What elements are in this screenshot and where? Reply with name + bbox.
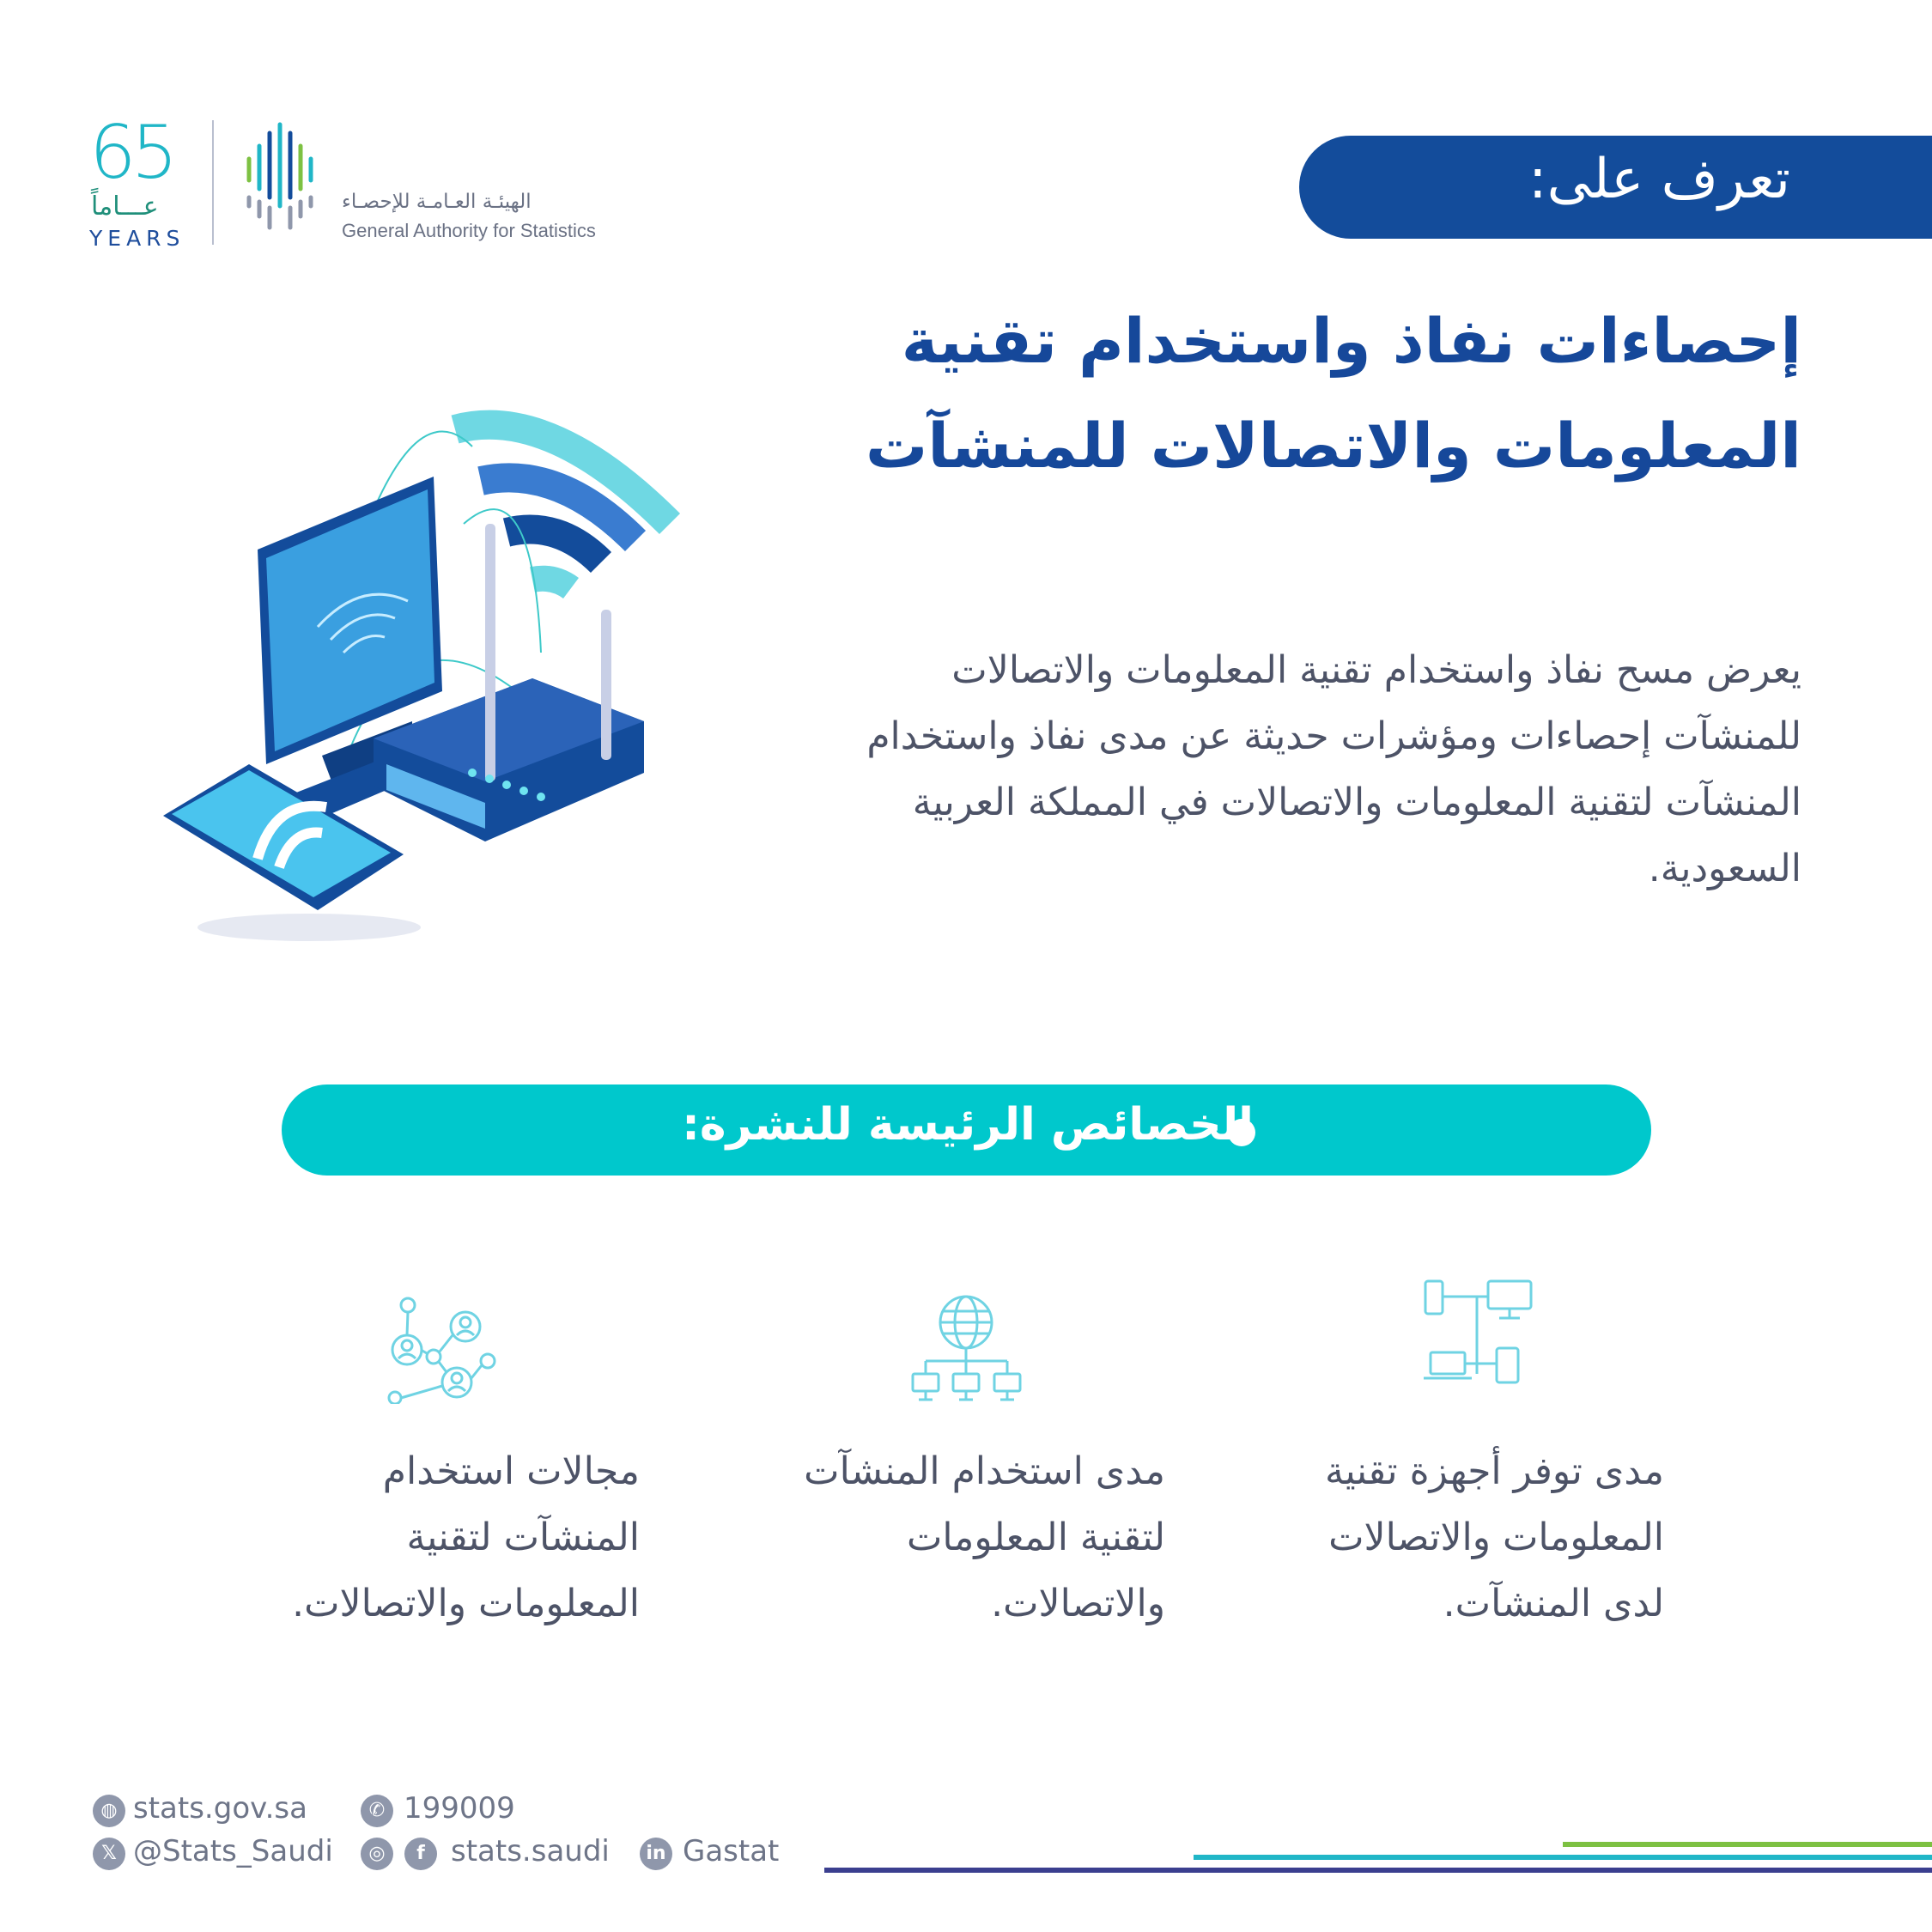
org-name-english: General Authority for Statistics <box>342 220 596 241</box>
feature-2-line-1: مدى استخدام المنشآت <box>804 1449 1165 1493</box>
feature-1-line-1: مدى توفر أجهزة تقنية <box>1324 1449 1664 1493</box>
linkedin-icon: in <box>640 1838 672 1870</box>
social-handle[interactable]: stats.saudi <box>451 1834 610 1868</box>
x-twitter-icon: 𝕏 <box>93 1838 125 1870</box>
title-line-1: إحصاءات نفاذ واستخدام تقنية <box>901 305 1801 377</box>
gastat-logo-mark <box>240 120 326 240</box>
feature-1-line-3: لدى المنشآت. <box>1443 1582 1664 1625</box>
feature-2-line-2: لتقنية المعلومات <box>906 1516 1165 1559</box>
instagram-icon: ◎ <box>361 1838 393 1870</box>
features-heading: الخصائص الرئيسة للنشرة: <box>682 1099 1254 1151</box>
65-years-logo <box>86 110 197 251</box>
twitter-handle[interactable]: @Stats_Saudi <box>133 1834 333 1868</box>
footer-line-green <box>1563 1842 1932 1847</box>
title-line-2: المعلومات والاتصالات للمنشآت <box>865 410 1801 482</box>
globe-icon: ◍ <box>93 1795 125 1827</box>
facebook-icon: f <box>404 1838 437 1870</box>
phone-number[interactable]: 199009 <box>404 1791 515 1826</box>
anniversary-number: 65 <box>89 110 173 196</box>
devices-network-icon <box>1424 1279 1534 1391</box>
feature-2-text <box>804 1438 1165 1637</box>
feature-3-line-2: المنشآت لتقنية <box>406 1516 640 1559</box>
description-text: يعرض مسح نفاذ واستخدام تقنية المعلومات والاتصالات للمنشآت إحصاءات ومؤشرات حديثة عن مدى نفاذ واستخدام المنشآت لتقنية المعلومات والاتصالات في المملكة العربية السعودية. <box>866 648 1801 890</box>
anniversary-english: YEARS <box>89 226 185 251</box>
feature-3-line-3: المعلومات والاتصالات. <box>292 1582 640 1625</box>
feature-3-line-1: مجالات استخدام <box>382 1449 640 1493</box>
intro-label: تعرف على: <box>1528 148 1790 211</box>
phone-icon: ✆ <box>361 1795 393 1827</box>
linkedin-handle[interactable]: Gastat <box>683 1834 780 1868</box>
logo-divider <box>212 120 214 245</box>
footer-line-navy <box>824 1868 1932 1873</box>
footer-line-teal <box>1194 1855 1932 1860</box>
feature-3-text <box>292 1438 640 1637</box>
network-devices-illustration <box>155 395 696 953</box>
globe-network-icon <box>908 1292 1024 1408</box>
feature-1-text <box>1325 1438 1664 1637</box>
feature-1-line-2: المعلومات والاتصالات <box>1328 1516 1664 1559</box>
anniversary-arabic: عـــاماً <box>91 191 159 222</box>
website-link[interactable]: stats.gov.sa <box>133 1791 307 1826</box>
org-name-arabic: الهيئـة العـامـة للإحصـاء <box>342 191 532 213</box>
feature-2-line-3: والاتصالات. <box>991 1582 1165 1625</box>
people-network-icon <box>386 1297 498 1404</box>
page-title <box>685 289 1801 498</box>
